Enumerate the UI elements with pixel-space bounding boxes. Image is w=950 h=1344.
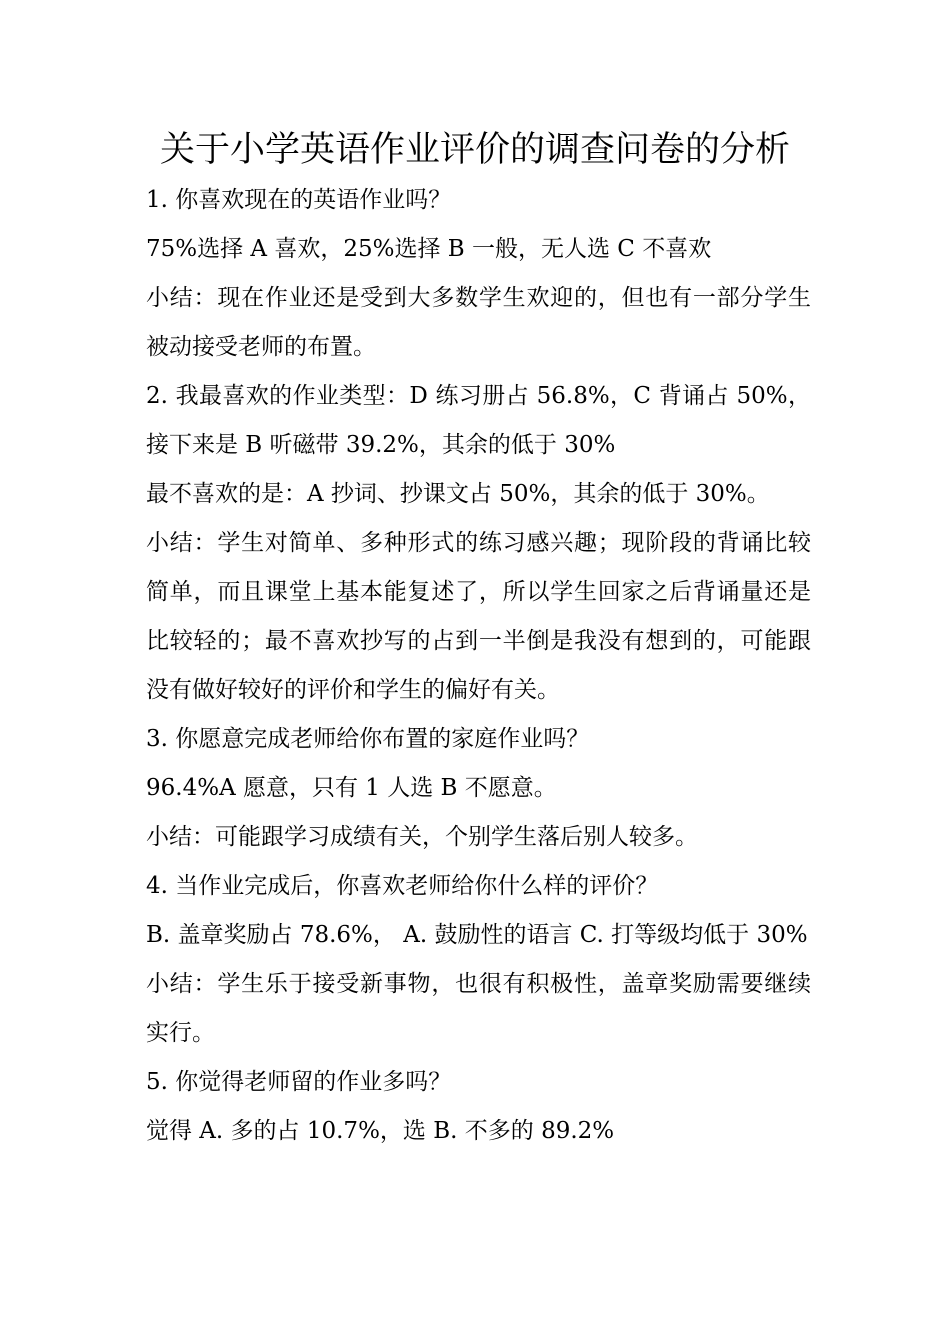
question-5: 5. 你觉得老师留的作业多吗？	[146, 1069, 452, 1095]
question-1: 1. 你喜欢现在的英语作业吗？	[146, 187, 452, 213]
answer-2-least-liked: 最不喜欢的是：A 抄词、抄课文占 50%，其余的低于 30%。	[146, 481, 770, 507]
summary-1: 小结：现在作业还是受到大多数学生欢迎的，但也有一部分学生被动接受老师的布置。	[146, 285, 811, 360]
document-title: 关于小学英语作业评价的调查问卷的分析	[159, 130, 790, 170]
summary-2: 小结：学生对简单、多种形式的练习感兴趣；现阶段的背诵比较简单，而且课堂上基本能复述了，所以学生回家之后背诵量还是比较轻的；最不喜欢抄写的占到一半倒是我没有想到的，可能跟没有做好较好的评价和学生的偏好有关。	[146, 530, 811, 703]
summary-3: 小结：可能跟学习成绩有关，个别学生落后别人较多。	[146, 824, 698, 850]
question-3: 3. 你愿意完成老师给你布置的家庭作业吗？	[146, 726, 590, 752]
question-4: 4. 当作业完成后，你喜欢老师给你什么样的评价？	[146, 873, 659, 899]
answer-4: B. 盖章奖励占 78.6%， A. 鼓励性的语言 C. 打等级均低于 30%	[146, 922, 808, 948]
question-2: 2. 我最喜欢的作业类型：D 练习册占 56.8%，C 背诵占 50%，接下来是 B 听磁带 39.2%，其余的低于 30%	[146, 383, 811, 458]
summary-4: 小结：学生乐于接受新事物，也很有积极性，盖章奖励需要继续实行。	[146, 971, 811, 1046]
answer-5: 觉得 A. 多的占 10.7%，选 B. 不多的 89.2%	[146, 1118, 615, 1144]
document-body	[146, 176, 811, 1156]
answer-1: 75%选择 A 喜欢，25%选择 B 一般，无人选 C 不喜欢	[146, 236, 712, 262]
answer-3: 96.4%A 愿意，只有 1 人选 B 不愿意。	[146, 775, 557, 801]
